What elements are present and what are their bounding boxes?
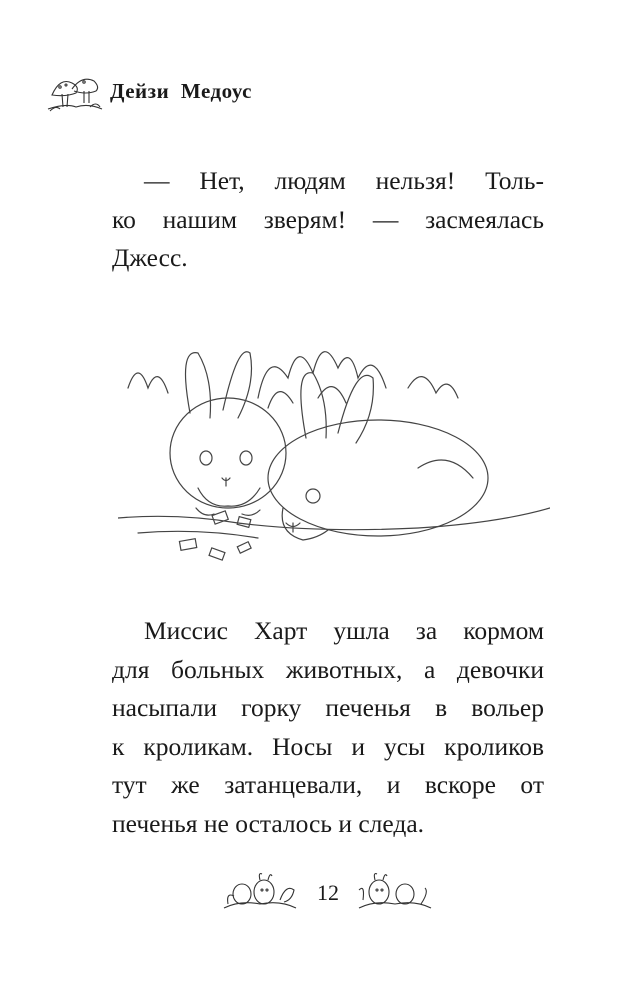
two-rabbits-drawing [118, 318, 550, 568]
page-number: 12 [317, 880, 339, 905]
paragraph-1 [112, 162, 544, 278]
animals-ornament-icon [220, 870, 300, 914]
text-line: Джесс. [112, 243, 188, 272]
text-line: ко нашим зверям! — засмеялась [112, 204, 544, 234]
author-name: Дейзи Медоус [110, 78, 252, 103]
mushroom-ornament-icon [46, 69, 104, 113]
text-line: тут же затанцевали, и вскоре от [112, 770, 544, 799]
text-line: для больных животных, а девочки [112, 654, 544, 684]
text-line: насыпали горку печенья в вольер [112, 693, 544, 722]
page-footer [0, 870, 619, 920]
paragraph-2 [112, 612, 544, 843]
text-line: печенья не осталось и следа. [112, 808, 425, 838]
text-line: Миссис Харт ушла за кормом [144, 616, 544, 645]
text-line: к кроликам. Носы и усы кроликов [112, 731, 544, 761]
text-line: — Нет, людям нельзя! Толь- [144, 166, 544, 195]
animals-ornament-icon [355, 870, 435, 914]
running-header [46, 66, 252, 116]
